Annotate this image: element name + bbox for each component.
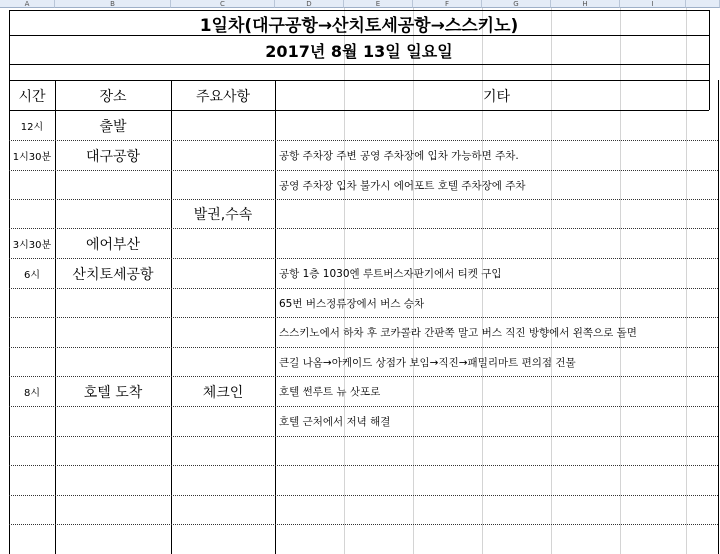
- cell-place[interactable]: [55, 171, 171, 199]
- header-place[interactable]: 장소: [99, 88, 127, 105]
- cell-time[interactable]: 1시30분: [12, 152, 52, 163]
- cell-place[interactable]: 출발: [99, 118, 127, 135]
- cell-time[interactable]: [9, 171, 55, 199]
- cell-etc[interactable]: [275, 111, 718, 140]
- cell-place[interactable]: [55, 289, 171, 317]
- cell-place[interactable]: [55, 466, 171, 495]
- cell-etc[interactable]: 65번 버스정류장에서 버스 승차: [279, 297, 425, 310]
- cell-main[interactable]: [171, 229, 275, 258]
- cell-main[interactable]: [171, 496, 275, 524]
- cell-etc[interactable]: 스스키노에서 하차 후 코카콜라 간판쪽 말고 버스 직진 방향에서 왼쪽으로 돌면: [279, 327, 637, 339]
- cell-place[interactable]: [55, 348, 171, 376]
- cell-etc[interactable]: [275, 229, 718, 258]
- column-header-a[interactable]: A: [0, 0, 55, 8]
- cell-etc[interactable]: [275, 466, 718, 495]
- border: [718, 80, 719, 554]
- cell-etc[interactable]: 공항 주차장 주변 공영 주차장에 입차 가능하면 주차.: [279, 150, 519, 162]
- cell-main[interactable]: [171, 318, 275, 347]
- column-header-c[interactable]: C: [171, 0, 275, 8]
- cell-etc[interactable]: 호텔 근처에서 저녁 해결: [279, 416, 391, 428]
- cell-main[interactable]: [171, 407, 275, 436]
- cell-place[interactable]: [55, 407, 171, 436]
- cell-place[interactable]: 대구공항: [85, 148, 141, 165]
- header-main[interactable]: 주요사항: [195, 88, 251, 105]
- column-header-i[interactable]: I: [620, 0, 686, 8]
- cell-main[interactable]: [171, 348, 275, 376]
- header-etc[interactable]: 기타: [482, 88, 511, 105]
- cell-place[interactable]: [55, 200, 171, 228]
- cell-main[interactable]: 체크인: [202, 384, 244, 401]
- cell-time[interactable]: [9, 496, 55, 524]
- cell-place[interactable]: 에어부산: [85, 236, 141, 253]
- column-header-g[interactable]: G: [482, 0, 551, 8]
- cell-time[interactable]: [9, 289, 55, 317]
- cell-time[interactable]: 8시: [23, 388, 41, 399]
- cell-main[interactable]: [171, 525, 275, 554]
- cell-time[interactable]: 12시: [20, 122, 44, 133]
- cell-main[interactable]: [171, 289, 275, 317]
- cell-etc[interactable]: [275, 437, 718, 465]
- cell-main[interactable]: [171, 437, 275, 465]
- cell-etc[interactable]: 호텔 썬루트 뉴 삿포로: [279, 386, 381, 398]
- cell-time[interactable]: 3시30분: [12, 240, 52, 251]
- cell-place[interactable]: [55, 437, 171, 465]
- border: [9, 64, 709, 65]
- cell-main[interactable]: [171, 171, 275, 199]
- cell-place[interactable]: [55, 496, 171, 524]
- cell-time[interactable]: [9, 437, 55, 465]
- cell-etc[interactable]: [275, 200, 718, 228]
- cell-time[interactable]: 6시: [23, 270, 41, 281]
- cell-main[interactable]: [171, 111, 275, 140]
- cell-main[interactable]: [171, 259, 275, 288]
- cell-time[interactable]: [9, 407, 55, 436]
- header-time[interactable]: 시간: [18, 88, 46, 105]
- column-header-e[interactable]: E: [344, 0, 413, 8]
- sheet-title[interactable]: 1일차(대구공항→산치토세공항→스스키노): [199, 15, 519, 35]
- cell-time[interactable]: [9, 525, 55, 554]
- cell-etc[interactable]: [275, 496, 718, 524]
- cell-etc[interactable]: 공영 주차장 입차 불가시 에어포트 호텔 주차장에 주차: [279, 179, 526, 192]
- column-header-j[interactable]: [686, 0, 720, 8]
- column-header-d[interactable]: D: [275, 0, 344, 8]
- cell-etc[interactable]: 공항 1층 1030엔 루트버스자판기에서 티켓 구입: [279, 268, 502, 280]
- cell-main[interactable]: 발권,수속: [193, 207, 253, 223]
- column-header-h[interactable]: H: [551, 0, 620, 8]
- cell-place[interactable]: [55, 525, 171, 554]
- cell-main[interactable]: [171, 466, 275, 495]
- cell-place[interactable]: 호텔 도착: [83, 384, 143, 401]
- cell-time[interactable]: [9, 466, 55, 495]
- cell-place[interactable]: 산치토세공항: [72, 266, 154, 283]
- cell-time[interactable]: [9, 348, 55, 376]
- column-header-b[interactable]: B: [55, 0, 171, 8]
- cell-place[interactable]: [55, 318, 171, 347]
- cell-etc[interactable]: [275, 525, 718, 554]
- cell-time[interactable]: [9, 318, 55, 347]
- column-header-f[interactable]: F: [413, 0, 482, 8]
- cell-time[interactable]: [9, 200, 55, 228]
- sheet-date[interactable]: 2017년 8월 13일 일요일: [265, 41, 453, 61]
- cell-etc[interactable]: 큰길 나옴→아케이드 상점가 보임→직진→패밀리마트 편의점 건물: [279, 356, 576, 369]
- cell-main[interactable]: [171, 141, 275, 170]
